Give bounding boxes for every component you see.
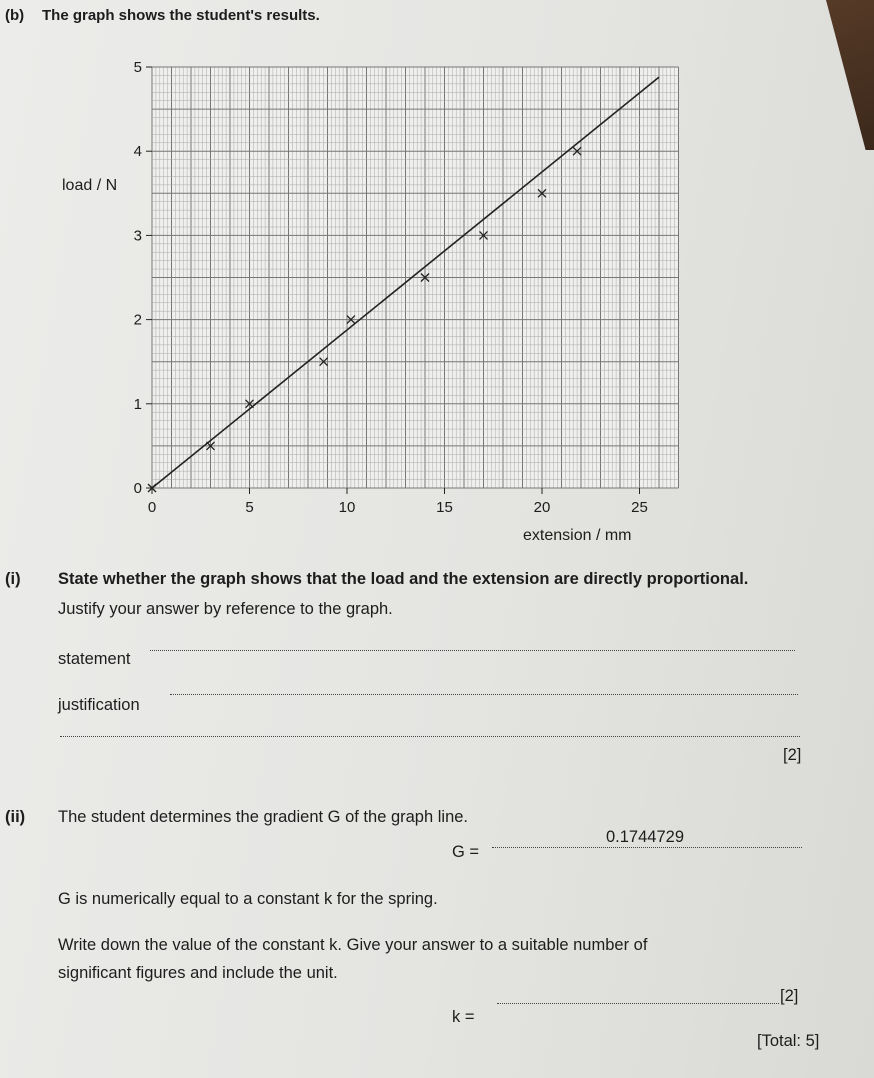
y-tick-label: 5: [133, 59, 142, 76]
part-ii-question2-line1: Write down the value of the constant k. Give your answer to a suitable number of: [58, 936, 648, 954]
g-label: G =: [452, 843, 480, 861]
part-ii-note: G is numerically equal to a constant k for the spring.: [58, 890, 438, 908]
x-axis-label: extension / mm: [523, 527, 632, 544]
g-answer-line[interactable]: [492, 847, 802, 848]
part-b-label: (b): [5, 7, 25, 24]
k-label: k =: [452, 1008, 475, 1026]
y-axis-label: load / N: [62, 177, 118, 194]
g-answer: 0.1744729: [606, 828, 684, 846]
part-ii-question2-line2: significant figures and include the unit.: [58, 964, 338, 982]
statement-label: statement: [58, 650, 131, 668]
y-tick-label: 1: [133, 395, 142, 413]
x-tick-label: 25: [631, 499, 648, 516]
part-ii-label: (ii): [5, 808, 26, 826]
y-tick-label: 4: [133, 143, 142, 161]
part-ii-marks: [2]: [780, 987, 799, 1005]
y-tick-label: 2: [133, 311, 142, 329]
part-i-question-line1: State whether the graph shows that the load and the extension are directly proportional.: [58, 570, 749, 588]
part-i-marks: [2]: [783, 746, 802, 764]
justification-answer-line-2[interactable]: [60, 736, 800, 737]
part-i-label: (i): [5, 570, 21, 588]
x-tick-label: 10: [338, 499, 356, 516]
k-answer-line[interactable]: [497, 1003, 779, 1004]
part-i-question-line2: Justify your answer by reference to the graph.: [58, 600, 393, 618]
x-tick-label: 20: [533, 499, 551, 516]
justification-label: justification: [58, 696, 140, 714]
statement-answer-line[interactable]: [150, 650, 795, 651]
part-b-text: The graph shows the student's results.: [42, 7, 320, 24]
y-tick-label: 3: [133, 227, 142, 245]
x-tick-label: 5: [245, 499, 254, 516]
x-tick-label: 15: [436, 499, 453, 516]
x-tick-label: 0: [147, 499, 157, 516]
total-marks: [Total: 5]: [757, 1032, 820, 1050]
y-tick-label: 0: [133, 480, 142, 497]
justification-answer-line-1[interactable]: [170, 694, 798, 695]
part-ii-question: The student determines the gradient G of the graph line.: [58, 808, 469, 826]
